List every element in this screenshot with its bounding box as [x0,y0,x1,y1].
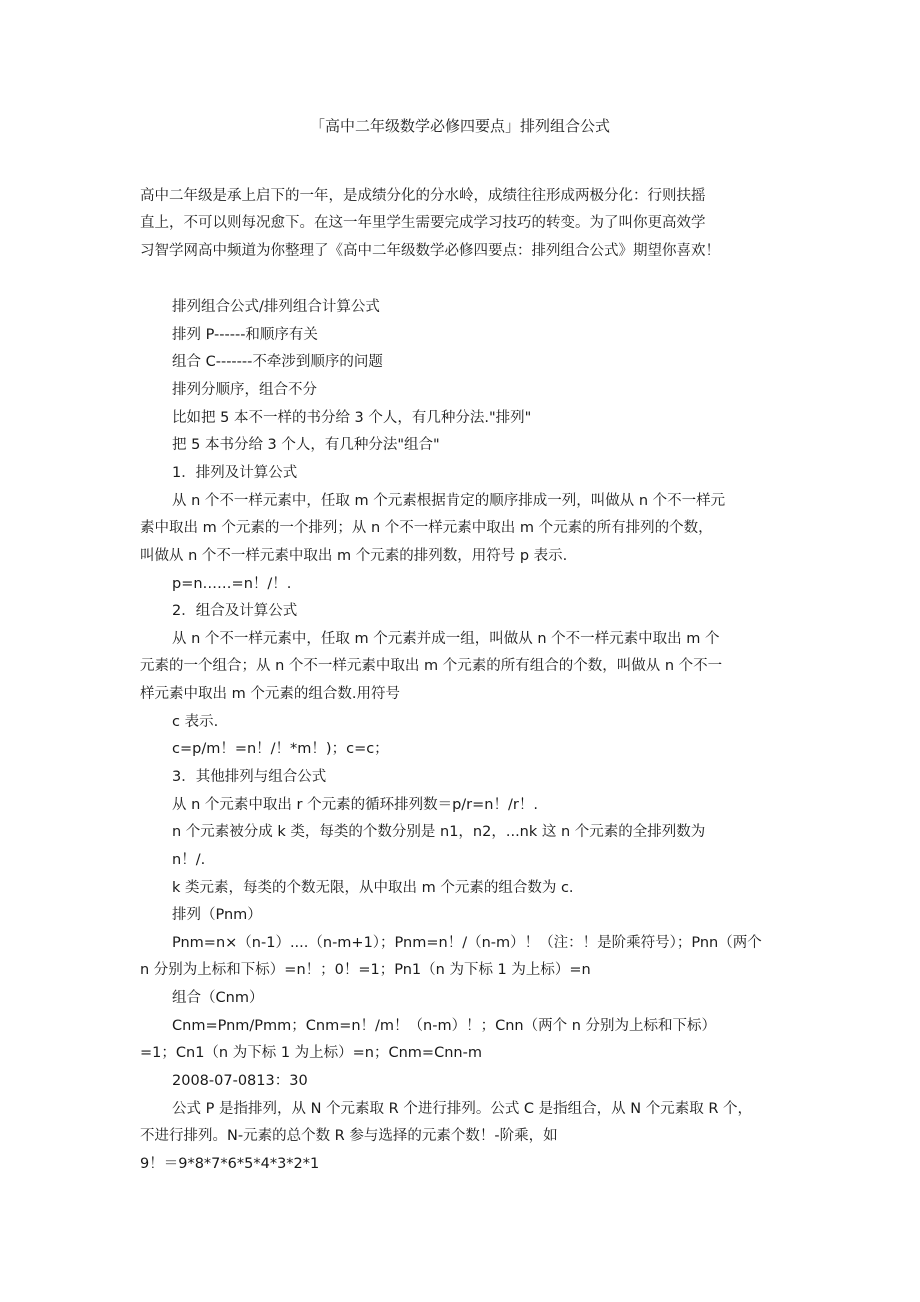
body-line: 素中取出 m 个元素的一个排列；从 n 个不一样元素中取出 m 个元素的所有排列的个数， [140,520,713,536]
body-line: 组合 C-------不牵涉到顺序的问题 [172,354,383,370]
body-line: 元素的一个组合；从 n 个不一样元素中取出 m 个元素的所有组合的个数，叫做从 n 个不一 [140,658,723,674]
body-line: 从 n 个元素中取出 r 个元素的循环排列数＝p/r=n！/r！. [172,797,538,813]
formula-line: Cnm=Pnm/Pmm；Cnm=n！/m！（n-m）！；Cnn（两个 n 分别为上标和下标） [172,1018,717,1034]
formula-line: c=p/m！=n！/！*m！)；c=c； [172,741,389,757]
section-heading: 排列组合公式/排列组合计算公式 [172,299,380,315]
body-line: 排列（Pnm） [172,907,262,923]
body-line: 排列 P------和顺序有关 [172,327,318,343]
formula-line: n 分别为上标和下标）=n！；0！=1；Pn1（n 为下标 1 为上标）=n [140,962,591,978]
formula-line: n！/. [172,852,206,868]
section-heading: 2．组合及计算公式 [172,603,298,619]
section-heading: 1．排列及计算公式 [172,465,298,481]
formula-line: Pnm=n×（n-1）....（n-m+1）；Pnm=n！/（n-m）！（注：！是阶乘符号）；Pnn（两个 [172,935,762,951]
body-line: 把 5 本书分给 3 个人，有几种分法"组合" [172,437,440,453]
body-line: 不进行排列。N-元素的总个数 R 参与选择的元素个数！-阶乘，如 [140,1128,558,1144]
body-line: 组合（Cnm） [172,990,264,1006]
formula-line: =1；Cn1（n 为下标 1 为上标）=n；Cnm=Cnn-m [140,1045,482,1061]
body-line: 叫做从 n 个不一样元素中取出 m 个元素的排列数，用符号 p 表示. [140,548,568,564]
intro-line: 习智学网高中频道为你整理了《高中二年级数学必修四要点：排列组合公式》期望你喜欢！ [140,243,720,259]
formula-line: 9！＝9*8*7*6*5*4*3*2*1 [140,1156,320,1172]
timestamp: 2008-07-0813：30 [172,1073,308,1089]
body-line: c 表示. [172,714,219,730]
body-line: k 类元素，每类的个数无限，从中取出 m 个元素的组合数为 c. [172,880,574,896]
section-heading: 3．其他排列与组合公式 [172,769,327,785]
body-line: n 个元素被分成 k 类，每类的个数分别是 n1，n2，...nk 这 n 个元素的全排列数为 [172,824,706,840]
intro-line: 高中二年级是承上启下的一年，是成绩分化的分水岭，成绩往往形成两极分化：行则扶摇 [140,188,706,204]
formula-line: p=n……=n！/！. [172,576,292,592]
body-line: 公式 P 是指排列，从 N 个元素取 R 个进行排列。公式 C 是指组合，从 N 个元素取 R 个， [172,1101,753,1117]
document-title: 「高中二年级数学必修四要点」排列组合公式 [309,117,610,135]
body-line: 样元素中取出 m 个元素的组合数.用符号 [140,686,400,702]
body-line: 从 n 个不一样元素中，任取 m 个元素并成一组，叫做从 n 个不一样元素中取出 m 个 [172,631,720,647]
intro-line: 直上，不可以则每况愈下。在这一年里学生需要完成学习技巧的转变。为了叫你更高效学 [140,215,706,231]
body-line: 排列分顺序，组合不分 [172,382,317,398]
body-line: 比如把 5 本不一样的书分给 3 个人，有几种分法."排列" [172,410,532,426]
body-line: 从 n 个不一样元素中，任取 m 个元素根据肯定的顺序排成一列，叫做从 n 个不一样元 [172,493,726,509]
